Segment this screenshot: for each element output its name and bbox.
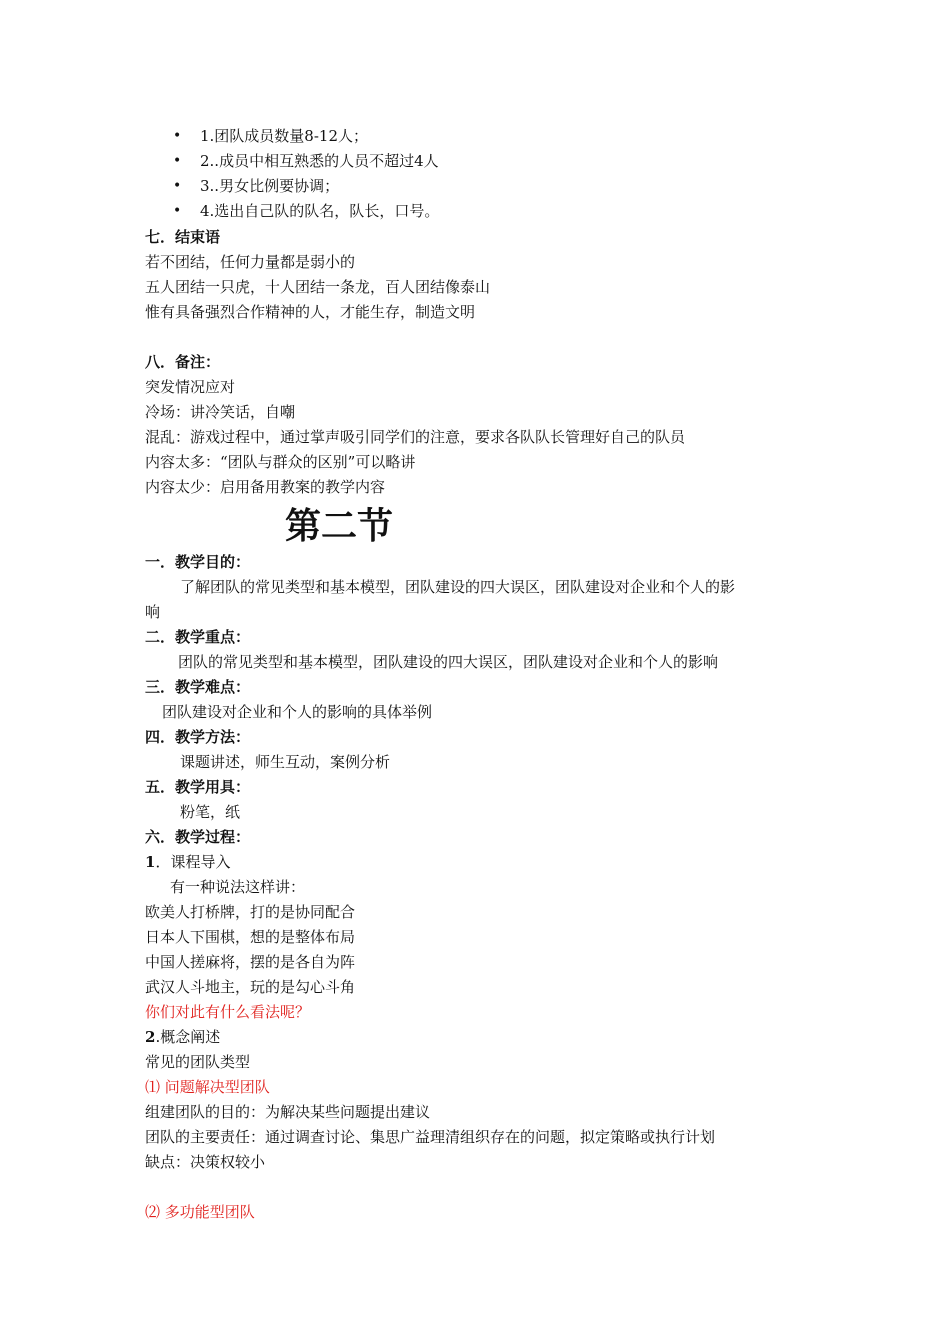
step-label: ．课程导入: [155, 853, 231, 871]
notes-line: 混乱：游戏过程中，通过掌声吸引同学们的注意，要求各队队长管理好自己的队员: [145, 428, 686, 446]
step-label: .概念阐述: [155, 1028, 221, 1046]
intro-line: 有一种说法这样讲：: [170, 878, 306, 896]
closing-line: 惟有具备强烈合作精神的人，才能生存，制造文明: [145, 303, 476, 321]
poem-line: 中国人搓麻将，摆的是各自为阵: [145, 953, 356, 971]
notes-line: 内容太多：“团队与群众的区别”可以略讲: [145, 453, 416, 471]
notes-line: 内容太少：启用备用教案的教学内容: [145, 478, 386, 496]
heading-methods: 四．教学方法：: [145, 728, 251, 746]
heading-process: 六．教学过程：: [145, 828, 251, 846]
team-type-line: 团队的主要责任：通过调查讨论、集思广益理清组织存在的问题，拟定策略或执行计划: [145, 1128, 716, 1146]
key-points-text: 团队的常见类型和基本模型，团队建设的四大误区，团队建设对企业和个人的影响: [178, 653, 719, 671]
step-course-intro: [145, 852, 230, 872]
poem-line: 武汉人斗地主，玩的是勾心斗角: [145, 978, 356, 996]
step-number: 2: [145, 1028, 156, 1046]
poem-line: 欧美人打桥牌，打的是协同配合: [145, 903, 356, 921]
question-line: 你们对此有什么看法呢？: [145, 1003, 311, 1021]
heading-tools: 五．教学用具：: [145, 778, 251, 796]
notes-line: 冷场：讲冷笑话，自嘲: [145, 403, 296, 421]
step-concept: [145, 1027, 220, 1047]
list-item: 1.团队成员数量8-12人；: [200, 127, 369, 145]
bullet-icon: •: [173, 178, 182, 194]
bullet-icon: •: [173, 203, 182, 219]
teaching-goal-text-cont: 响: [145, 603, 161, 621]
list-item: 4.选出自己队的队名，队长，口号。: [200, 202, 440, 220]
heading-difficulties: 三．教学难点：: [145, 678, 251, 696]
bullet-icon: •: [173, 153, 182, 169]
team-type-heading: ⑵ 多功能型团队: [145, 1203, 255, 1221]
section-heading-notes: 八．备注：: [145, 353, 221, 371]
methods-text: 课题讲述，师生互动，案例分析: [180, 753, 391, 771]
difficulties-text: 团队建设对企业和个人的影响的具体举例: [162, 703, 433, 721]
closing-line: 五人团结一只虎，十人团结一条龙，百人团结像泰山: [145, 278, 491, 296]
team-type-heading: ⑴ 问题解决型团队: [145, 1078, 270, 1096]
team-type-line: 缺点：决策权较小: [145, 1153, 266, 1171]
list-item: 2..成员中相互熟悉的人员不超过4人: [200, 152, 439, 170]
section-heading-closing: 七．结束语: [145, 228, 221, 246]
tools-text: 粉笔，纸: [180, 803, 241, 821]
section-title: 第二节: [285, 505, 394, 547]
list-item: 3..男女比例要协调；: [200, 177, 340, 195]
notes-line: 突发情况应对: [145, 378, 236, 396]
heading-key-points: 二．教学重点：: [145, 628, 251, 646]
heading-teaching-goal: 一．教学目的：: [145, 553, 251, 571]
bullet-icon: •: [173, 128, 182, 144]
team-type-line: 组建团队的目的：为解决某些问题提出建议: [145, 1103, 431, 1121]
team-types-title: 常见的团队类型: [145, 1053, 251, 1071]
closing-line: 若不团结，任何力量都是弱小的: [145, 253, 356, 271]
step-number: 1: [145, 853, 156, 871]
teaching-goal-text: 了解团队的常见类型和基本模型，团队建设的四大误区，团队建设对企业和个人的影: [180, 578, 736, 596]
poem-line: 日本人下围棋，想的是整体布局: [145, 928, 356, 946]
